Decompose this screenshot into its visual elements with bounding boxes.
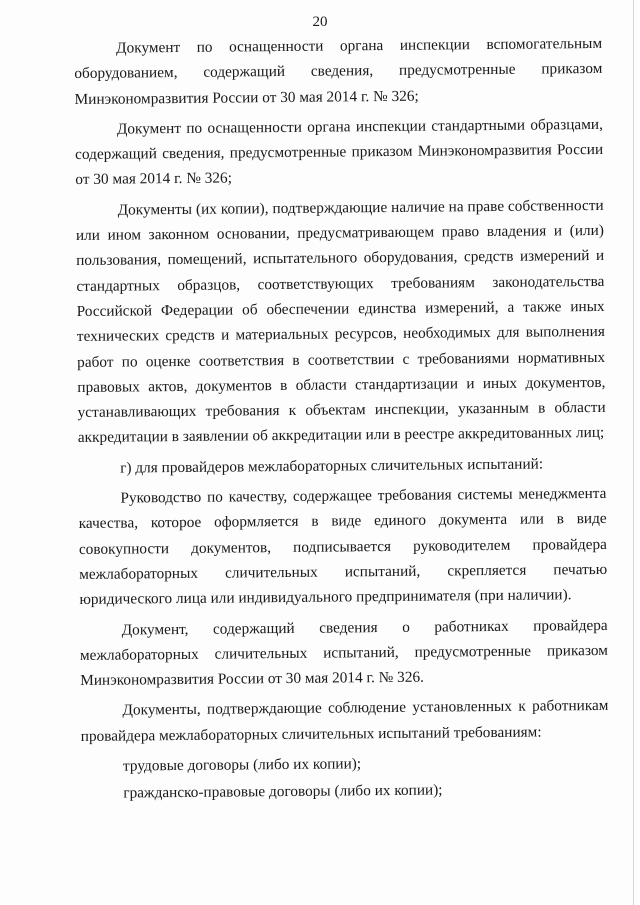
document-body [74,31,609,812]
paragraph-labor-contracts: трудовые договоры (либо их копии); [122,755,362,775]
page-number: 20 [312,14,328,30]
paragraph-ownership-documents: Документы (их копии), подтверждающие наличие на праве собственности или ином законном основании, предусматривающем право владения и (или) пользования, помещений, испытательного оборудования, средств измерений и стандартных образцов, соответствующих требованиям законодательства Российской Федерации об обеспечении единства измерений, а также иных технических средств и материальных ресурсов, необходимых для выполнения работ по оценке соответствия в соответствии с требованиями нормативных правовых актов, документов в области стандартизации и иных документов, устанавливающих требования к объектам инспекции, указанным в области аккредитации в заявлении об аккредитации или в реестре аккредитованных лиц; [75,196,606,447]
paragraph-quality-manual: Руководство по качеству, содержащее требования системы менеджмента качества, которое оформляется в виде единого документа или в виде совокупности документов, подписывается руководителем провайдера межлабораторных сличительных испытаний, скрепляется печатью юридического лица или индивидуального предпринимателя (при наличии). [78,484,608,609]
paragraph-section-g-heading: г) для провайдеров межлабораторных сличительных испытаний: [120,455,544,477]
paragraph-compliance-documents: Документы, подтверждающие соблюдение установленных к работникам провайдера межлабораторных сличительных испытаний требованиям: [80,697,609,745]
scan-edge-line [633,0,634,905]
paragraph-auxiliary-equipment: Документ по оснащенности органа инспекции вспомогательным оборудованием, содержащий сведения, предусмотренные приказом Минэкономразвития России от 30 мая 2014 г. № 326; [74,34,603,108]
paragraph-civil-contracts: гражданско-правовые договоры (либо их копии); [123,781,443,802]
paragraph-standard-samples: Документ по оснащенности органа инспекции стандартными образцами, содержащий сведения, предусмотренные приказом Минэкономразвития России от 30 мая 2014 г. № 326; [75,115,604,189]
paragraph-staff-document: Документ, содержащий сведения о работниках провайдера межлабораторных сличительных испытаний, предусмотренные приказом Минэкономразвития России от 30 мая 2014 г. № 326. [79,616,609,690]
